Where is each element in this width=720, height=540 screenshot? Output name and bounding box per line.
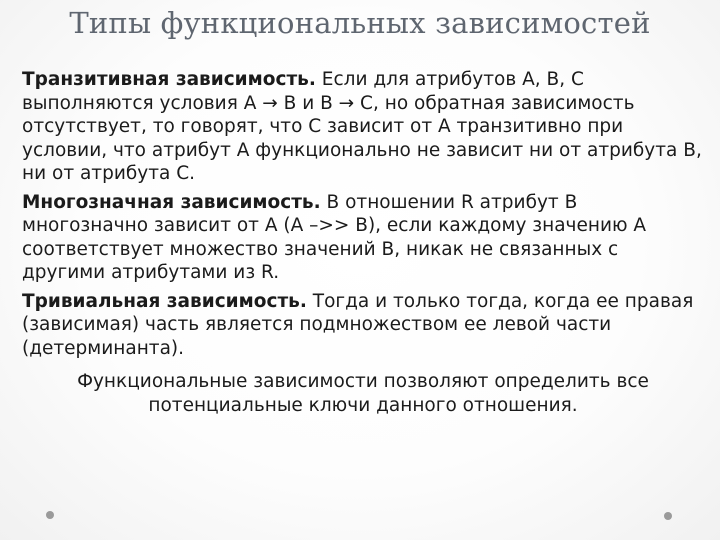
text-trivial: Тогда и только тогда, когда ее правая (зависимая) часть является подмножеством ее левой части (детерминанта). xyxy=(22,290,694,359)
slide-content xyxy=(22,68,704,422)
decorative-dot-left xyxy=(46,511,54,519)
text-multivalued: В отношении R атрибут B многозначно зависит от A (A –>> B), если каждому значению A соответствует множество значений B, никак не связанных с другими атрибутами из R. xyxy=(22,191,647,283)
slide-title: Типы функциональных зависимостей xyxy=(69,6,651,40)
paragraph-multivalued xyxy=(22,191,704,285)
term-trivial: Тривиальная зависимость. xyxy=(22,290,307,312)
text-transitive: Если для атрибутов A, B, C выполняются условия A → B и B → C, но обратная зависимость отсутствует, то говорят, что C зависит от A транзитивно при условии, что атрибут A функционально не зависит ни от атрибута B, ни от атрибута C. xyxy=(22,69,702,184)
summary-text: Функциональные зависимости позволяют определить все потенциальные ключи данного отношения. xyxy=(77,371,649,416)
decorative-dot-right xyxy=(664,512,672,520)
paragraph-transitive xyxy=(22,68,704,186)
paragraph-trivial xyxy=(22,290,704,361)
term-multivalued: Многозначная зависимость. xyxy=(22,191,321,213)
term-transitive: Транзитивная зависимость. xyxy=(22,69,316,90)
